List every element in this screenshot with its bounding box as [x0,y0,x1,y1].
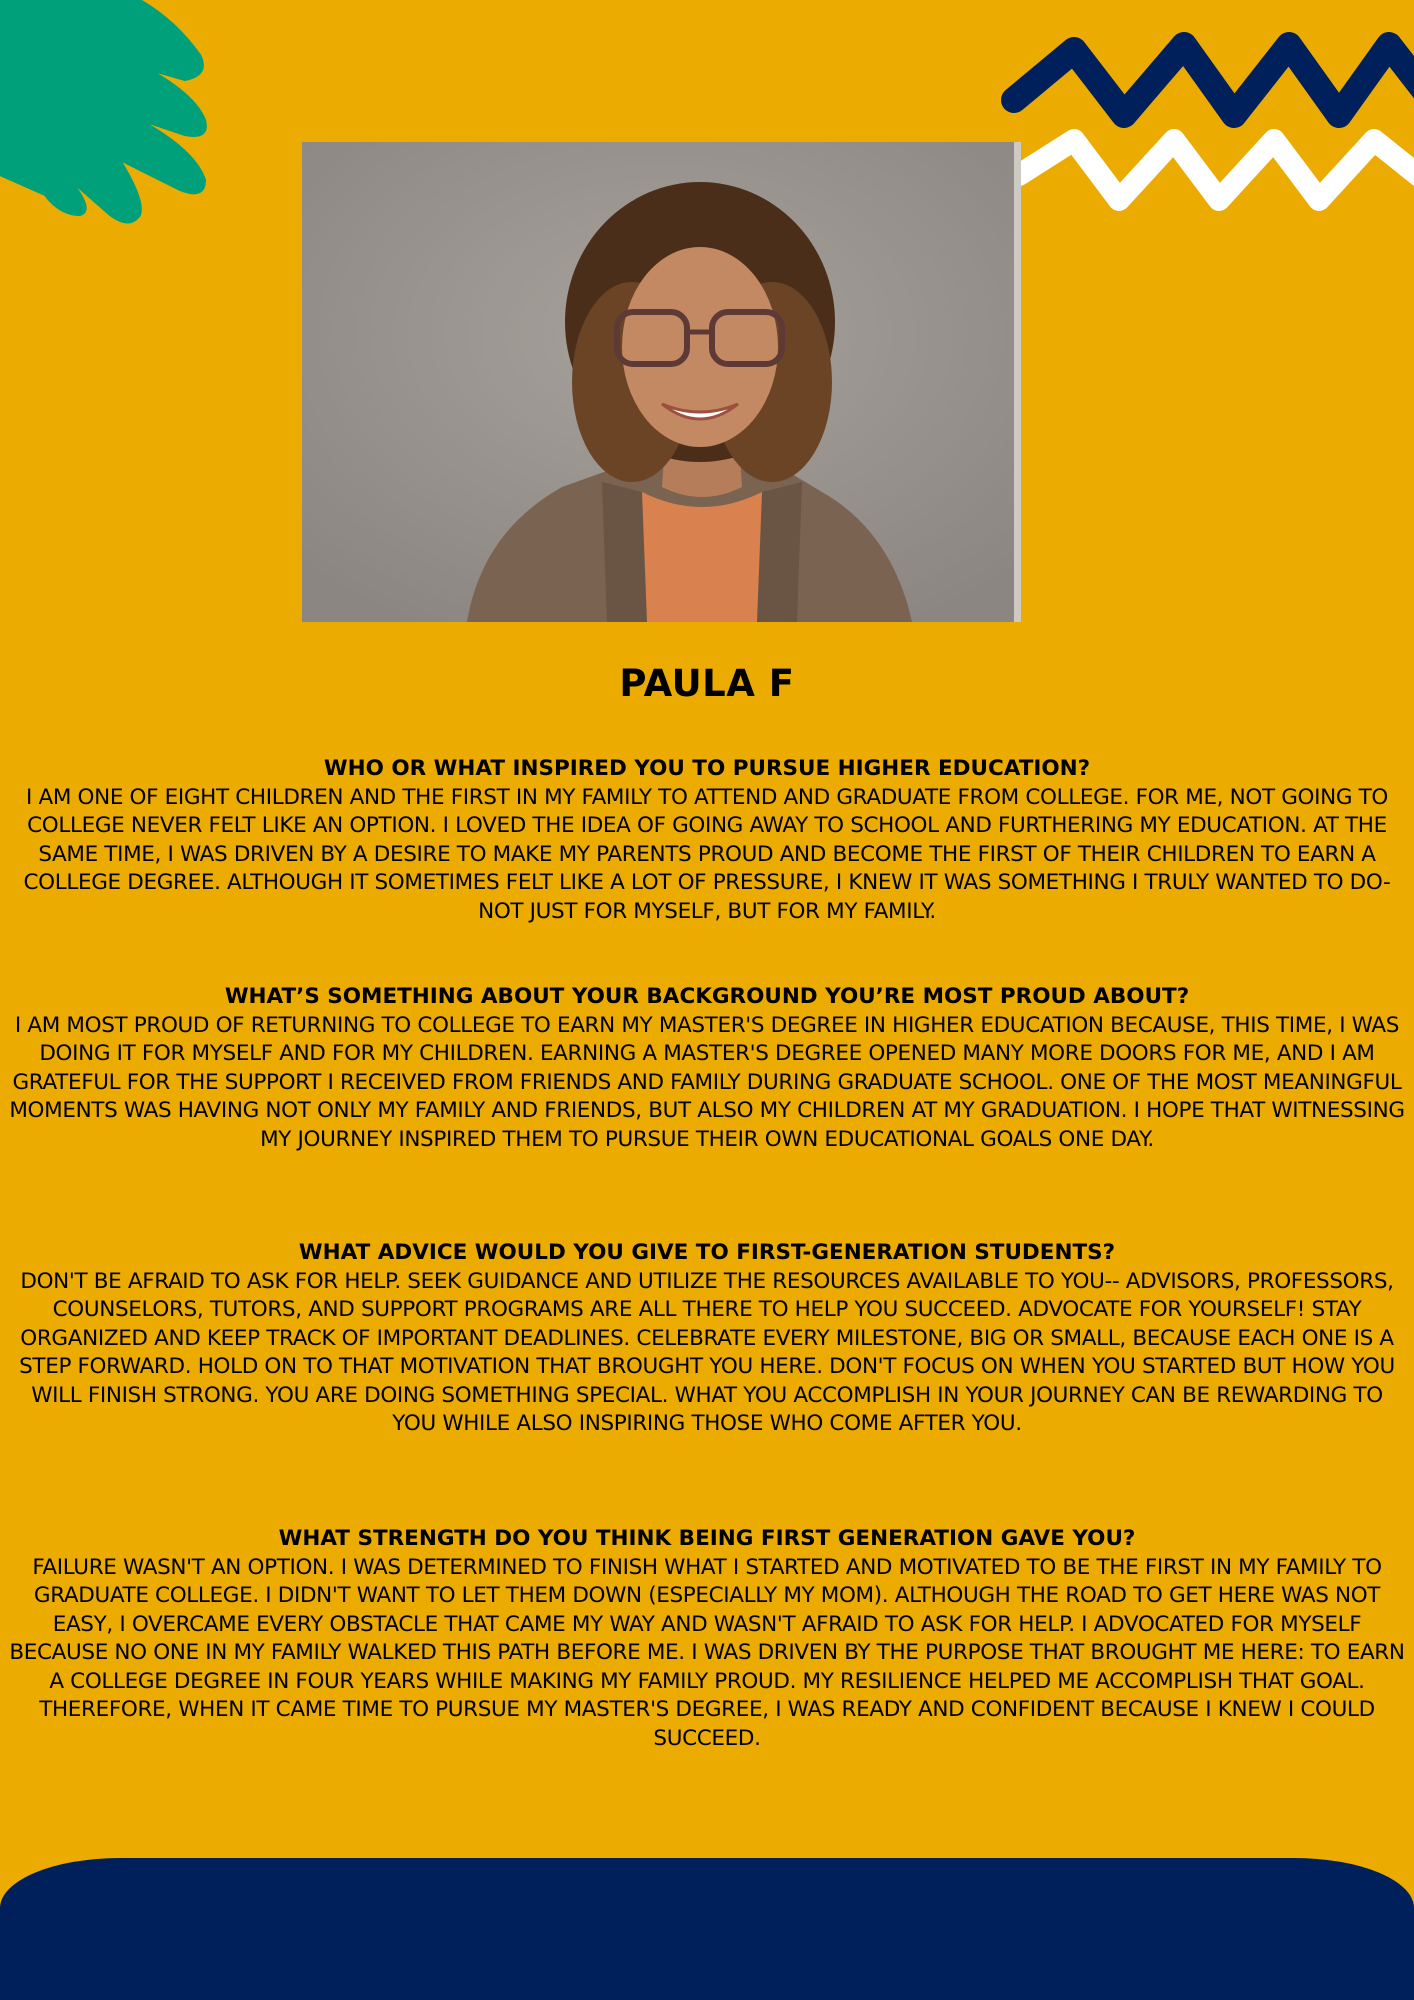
green-hand-decoration-icon [0,0,215,230]
qa-section-inspiration [8,755,1406,926]
qa-section-background [8,983,1406,1154]
question-heading: WHAT STRENGTH DO YOU THINK BEING FIRST GENERATION GAVE YOU? [278,1526,1136,1551]
question-heading: WHAT’S SOMETHING ABOUT YOUR BACKGROUND YOU’RE MOST PROUD ABOUT? [224,984,1190,1009]
question-heading: WHO OR WHAT INSPIRED YOU TO PURSUE HIGHER EDUCATION? [323,756,1091,781]
answer-text: I AM ONE OF EIGHT CHILDREN AND THE FIRST IN MY FAMILY TO ATTEND AND GRADUATE FROM COLLEGE. FOR ME, NOT GOING TO COLLEGE NEVER FELT LIKE AN OPTION. I LOVED THE IDEA OF GOING AWAY TO SCHOOL AND FURTHERING MY EDUCATION. AT THE SAME TIME, I WAS DRIVEN BY A DESIRE TO MAKE MY PARENTS PROUD AND BECOME THE FIRST OF THEIR CHILDREN TO EARN A COLLEGE DEGREE. ALTHOUGH IT SOMETIMES FELT LIKE A LOT OF PRESSURE, I KNEW IT WAS SOMETHING I TRULY WANTED TO DO- NOT JUST FOR MYSELF, BUT FOR MY FAMILY. [23,784,1391,924]
answer-text: DON'T BE AFRAID TO ASK FOR HELP. SEEK GUIDANCE AND UTILIZE THE RESOURCES AVAILABLE TO YOU-- ADVISORS, PROFESSORS, COUNSELORS, TUTORS, AND SUPPORT PROGRAMS ARE ALL THERE TO HELP YOU SUCCEED. ADVOCATE FOR YOURSELF! STAY ORGANIZED AND KEEP TRACK OF IMPORTANT DEADLINES. CELEBRATE EVERY MILESTONE, BIG OR SMALL, BECAUSE EACH ONE IS A STEP FORWARD. HOLD ON TO THAT MOTIVATION THAT BROUGHT YOU HERE. DON'T FOCUS ON WHEN YOU STARTED BUT HOW YOU WILL FINISH STRONG. YOU ARE DOING SOMETHING SPECIAL. WHAT YOU ACCOMPLISH IN YOUR JOURNEY CAN BE REWARDING TO YOU WHILE ALSO INSPIRING THOSE WHO COME AFTER YOU. [19,1268,1395,1436]
qa-section-advice [8,1239,1406,1439]
qa-section-strength [8,1525,1406,1753]
zigzag-decoration-icon [994,20,1414,230]
portrait-image [302,142,1021,622]
answer-text: I AM MOST PROUD OF RETURNING TO COLLEGE TO EARN MY MASTER'S DEGREE IN HIGHER EDUCATION BECAUSE, THIS TIME, I WAS DOING IT FOR MYSELF AND FOR MY CHILDREN. EARNING A MASTER'S DEGREE OPENED MANY MORE DOORS FOR ME, AND I AM GRATEFUL FOR THE SUPPORT I RECEIVED FROM FRIENDS AND FAMILY DURING GRADUATE SCHOOL. ONE OF THE MOST MEANINGFUL MOMENTS WAS HAVING NOT ONLY MY FAMILY AND FRIENDS, BUT ALSO MY CHILDREN AT MY GRADUATION. I HOPE THAT WITNESSING MY JOURNEY INSPIRED THEM TO PURSUE THEIR OWN EDUCATIONAL GOALS ONE DAY. [9,1012,1405,1152]
question-heading: WHAT ADVICE WOULD YOU GIVE TO FIRST-GENERATION STUDENTS? [298,1240,1116,1265]
profile-name: PAULA F [619,662,795,705]
footer-band [0,1858,1414,2000]
answer-text: FAILURE WASN'T AN OPTION. I WAS DETERMINED TO FINISH WHAT I STARTED AND MOTIVATED TO BE THE FIRST IN MY FAMILY TO GRADUATE COLLEGE. I DIDN'T WANT TO LET THEM DOWN (ESPECIALLY MY MOM). ALTHOUGH THE ROAD TO GET HERE WAS NOT EASY, I OVERCAME EVERY OBSTACLE THAT CAME MY WAY AND WASN'T AFRAID TO ASK FOR HELP. I ADVOCATED FOR MYSELF BECAUSE NO ONE IN MY FAMILY WALKED THIS PATH BEFORE ME. I WAS DRIVEN BY THE PURPOSE THAT BROUGHT ME HERE: TO EARN A COLLEGE DEGREE IN FOUR YEARS WHILE MAKING MY FAMILY PROUD. MY RESILIENCE HELPED ME ACCOMPLISH THAT GOAL. THEREFORE, WHEN IT CAME TIME TO PURSUE MY MASTER'S DEGREE, I WAS READY AND CONFIDENT BECAUSE I KNEW I COULD SUCCEED. [9,1554,1405,1751]
portrait-photo [302,142,1021,622]
